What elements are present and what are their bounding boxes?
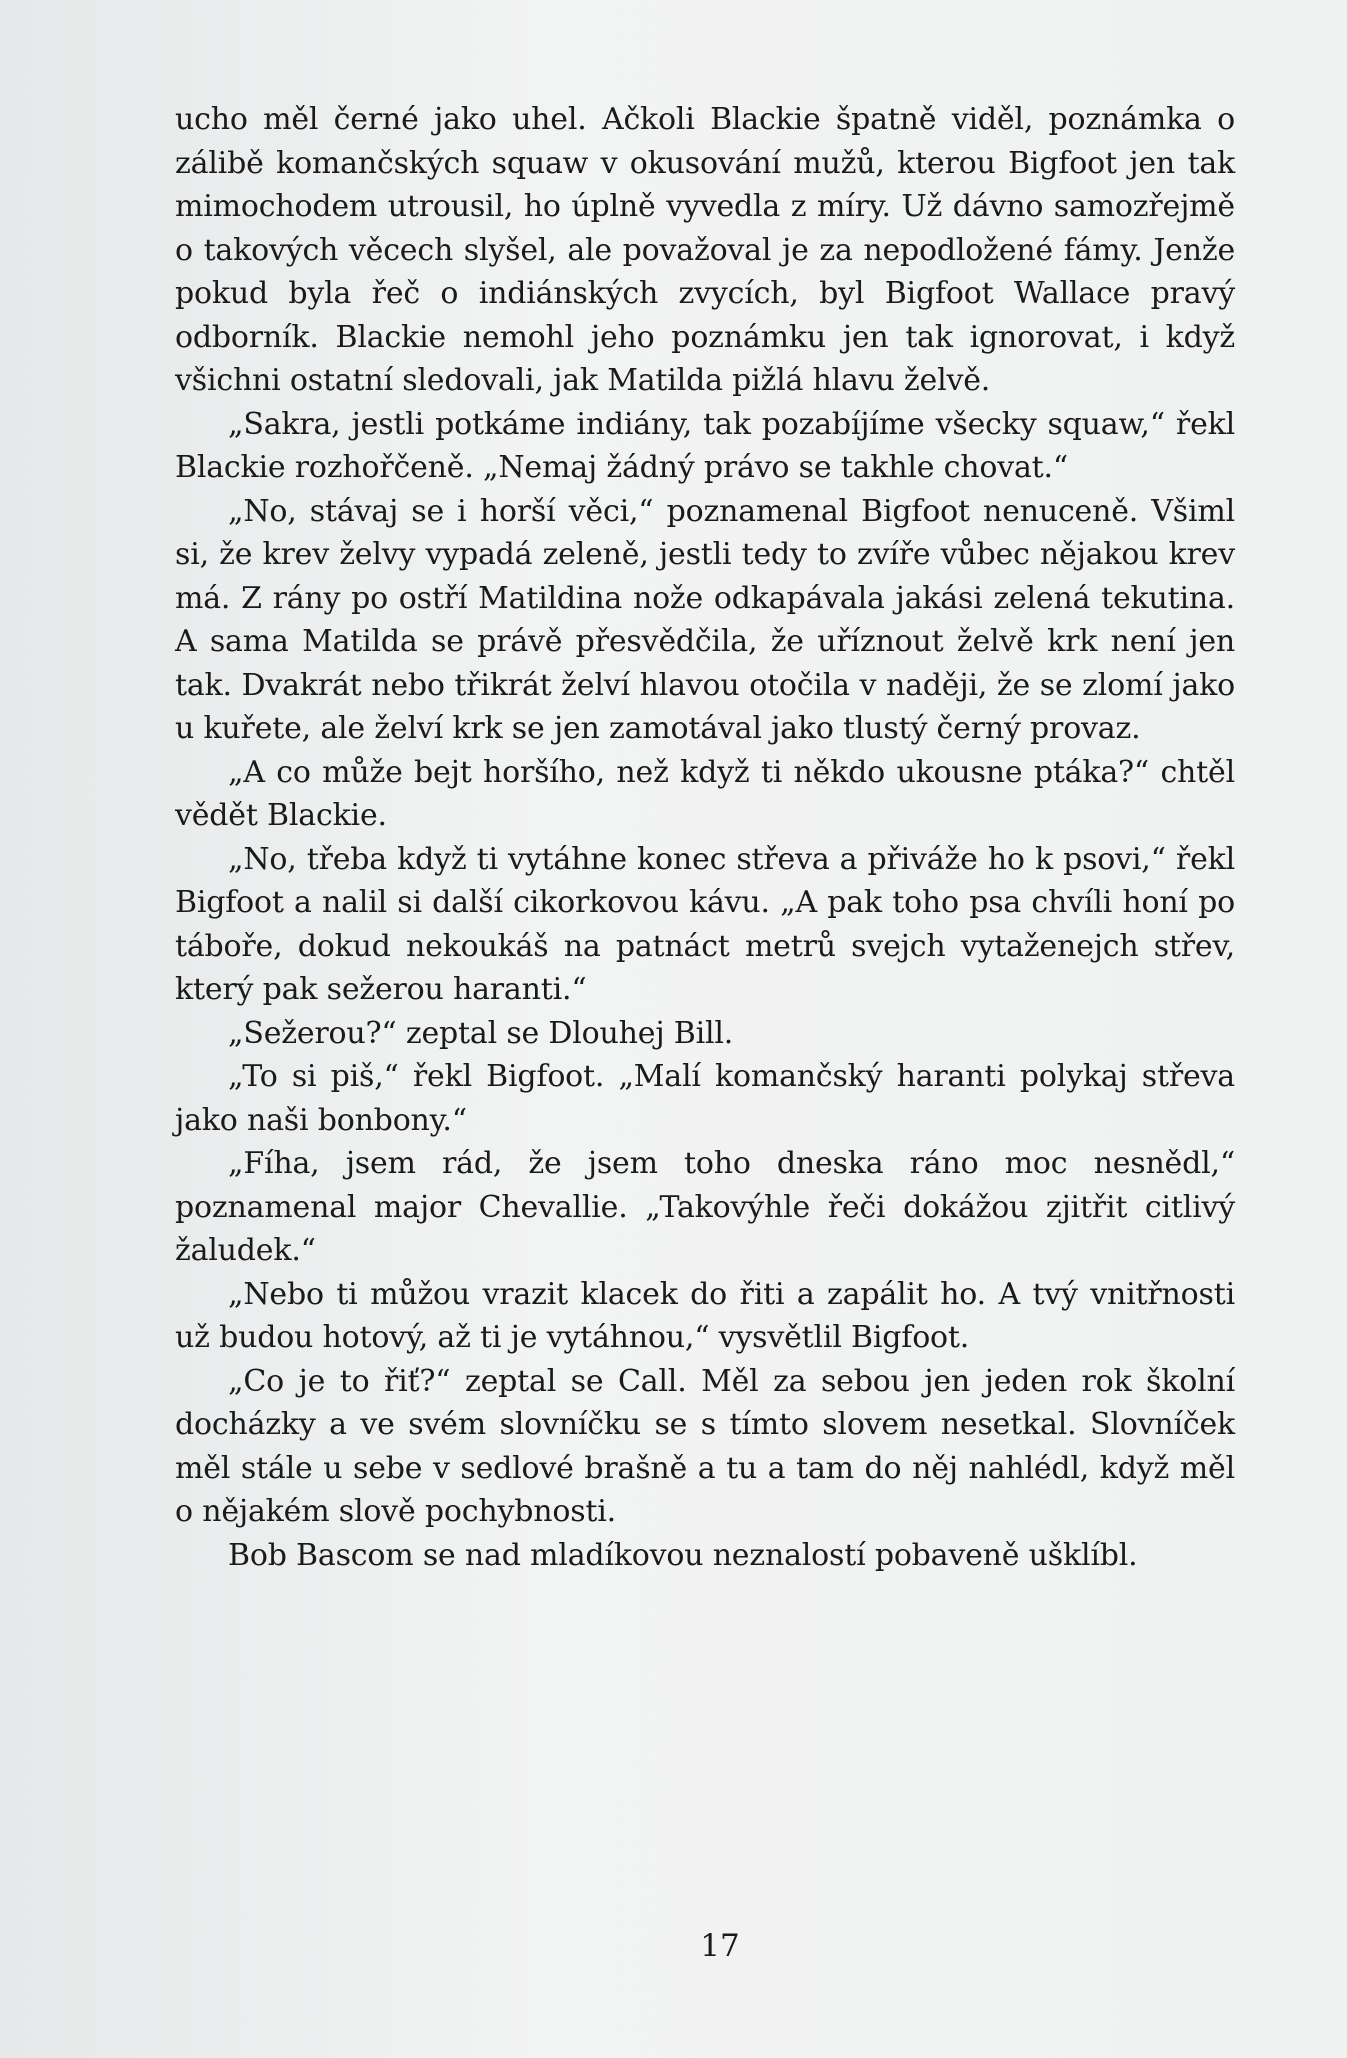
paragraph: „Co je to řiť?“ zeptal se Call. Měl za sebou jen jeden rok školní docházky a ve svém slovníčku se s tímto slovem nesetkal. Slovníček měl stále u sebe v sedlové brašně a tu a tam do něj nahlédl, když měl o nějakém slově pochybnosti.	[175, 1363, 1235, 1529]
paragraph: „No, třeba když ti vytáhne konec střeva a přiváže ho k psovi,“ řekl Bigfoot a nalil si další cikorkovou kávu. „A pak toho psa chvíli honí po táboře, dokud nekoukáš na patnáct metrů svejch vytaženejch střev, který pak sežerou haranti.“	[175, 841, 1235, 1007]
paragraph: Bob Bascom se nad mladíkovou neznalostí pobaveně ušklíbl.	[228, 1537, 1138, 1573]
paragraph: „Sežerou?“ zeptal se Dlouhej Bill.	[228, 1015, 734, 1051]
paragraph: „Sakra, jestli potkáme indiány, tak pozabíjíme všecky squaw,“ řekl Blackie rozhořčeně. „Nemaj žádný právo se takhle chovat.“	[175, 406, 1235, 485]
paragraph: „A co může bejt horšího, než když ti někdo ukousne ptáka?“ chtěl vědět Blackie.	[175, 754, 1235, 833]
body-text	[175, 98, 1235, 1577]
paragraph: „To si piš,“ řekl Bigfoot. „Malí komančský haranti polykaj střeva jako naši bonbony.“	[175, 1059, 1235, 1138]
paragraph: „Nebo ti můžou vrazit klacek do řiti a zapálit ho. A tvý vnitřnosti už budou hotový, až ti je vytáhnou,“ vysvětlil Bigfoot.	[175, 1276, 1235, 1355]
paragraph-continuation: ucho měl černé jako uhel. Ačkoli Blackie špatně viděl, poznámka o zálibě komančských squaw v okusování mužů, kterou Bigfoot jen tak mimochodem utrousil, ho úplně vyvedla z míry. Už dávno samozřejmě o takových věcech slyšel, ale považoval je za nepodložené fámy. Jenže pokud byla řeč o indiánských zvycích, byl Bigfoot Wallace pravý odborník. Blackie nemohl jeho poznámku jen tak ignorovat, i když všichni ostatní sledovali, jak Matilda pižlá hlavu želvě.	[175, 102, 1235, 398]
paragraph: „No, stávaj se i horší věci,“ poznamenal Bigfoot nenuceně. Všiml si, že krev želvy vypadá zeleně, jestli tedy to zvíře vůbec nějakou krev má. Z rány po ostří Matildina nože odkapávala jakási zelená tekutina. A sama Matilda se právě přesvědčila, že uříznout želvě krk není jen tak. Dvakrát nebo třikrát želví hlavou otočila v naději, že se zlomí jako u kuřete, ale želví krk se jen zamotával jako tlustý černý provaz.	[175, 493, 1235, 746]
page-number: 17	[700, 1928, 740, 1964]
paragraph: „Fíha, jsem rád, že jsem toho dneska ráno moc nesnědl,“ poznamenal major Chevallie. „Takovýhle řeči dokážou zjitřit citlivý žaludek.“	[175, 1146, 1235, 1268]
